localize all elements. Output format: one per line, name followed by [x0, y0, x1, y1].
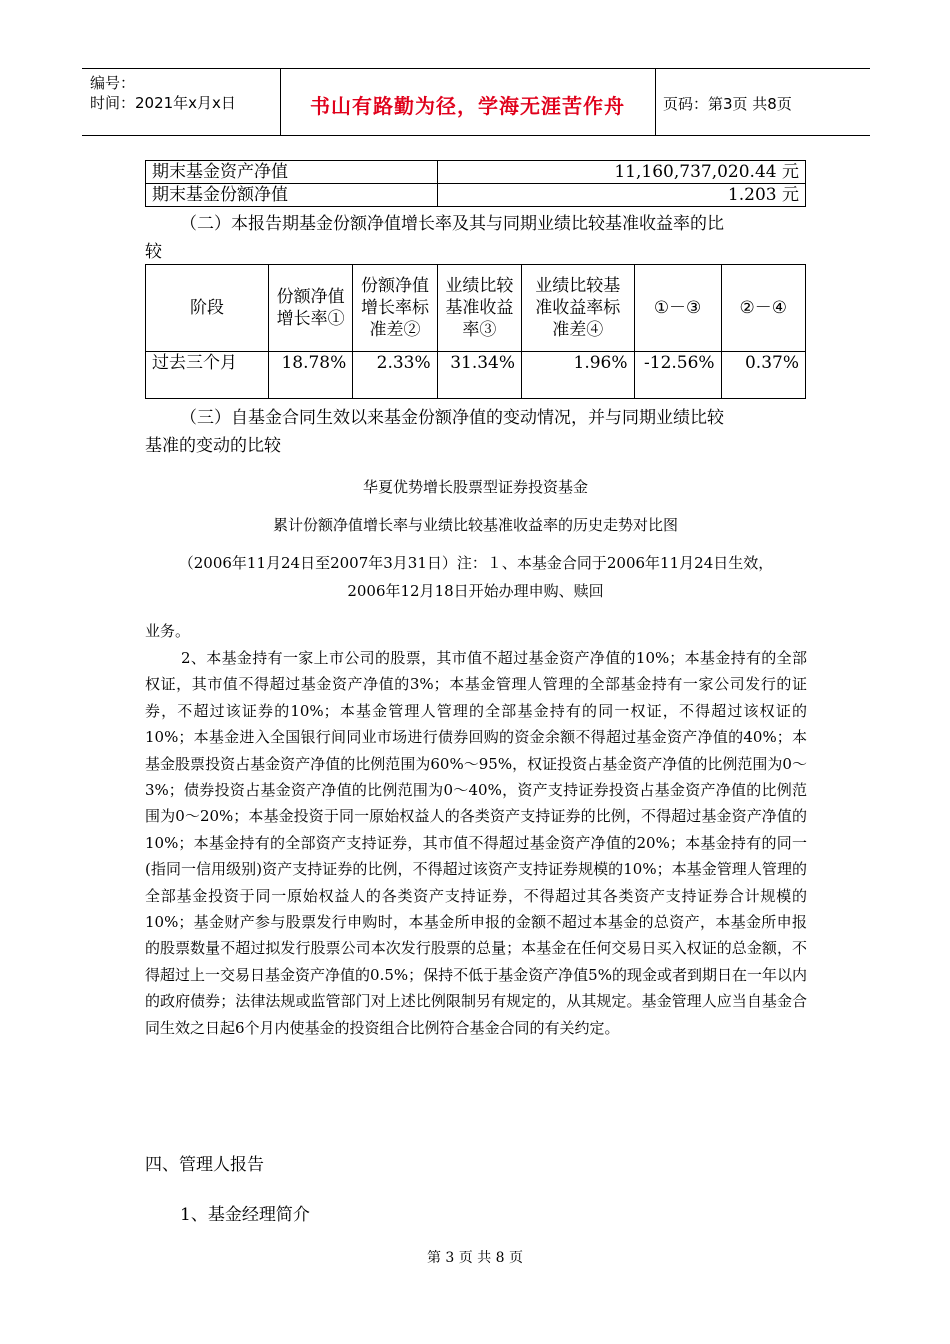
fund-name: 华夏优势增长股票型证券投资基金: [362, 478, 588, 496]
table-cell: 11,160,737,020.44 元: [438, 161, 806, 184]
table-cell: 1.203 元: [438, 184, 806, 207]
header-page-info: 页码：第3页 共8页: [663, 95, 792, 113]
col-header-diff2: ②－④: [721, 265, 805, 352]
period-note-cont: 2006年12月18日开始办理申购、赎回: [347, 582, 604, 600]
summary-table: [145, 160, 806, 207]
table-cell: 0.37%: [721, 352, 805, 399]
chart-title: 累计份额净值增长率与业绩比较基准收益率的历史走势对比图: [272, 516, 678, 534]
table-cell: 31.34%: [437, 352, 521, 399]
col-header-benchmark: 业绩比较基准收益率③: [437, 265, 521, 352]
page-footer: 第 3 页 共 8 页: [426, 1250, 524, 1266]
section2-heading-cont: 较: [145, 242, 162, 262]
section4-sub1: 1、基金经理简介: [180, 1205, 310, 1225]
header-id-label: 编号：: [90, 74, 136, 92]
table-cell: 过去三个月: [146, 352, 269, 399]
table-row: [146, 352, 806, 399]
header-date-label: 时间：2021年x月x日: [90, 94, 236, 112]
table-cell: 期末基金份额净值: [146, 184, 438, 207]
note-business: 业务。: [145, 622, 191, 640]
table-cell: -12.56%: [634, 352, 721, 399]
header-divider-right: [655, 68, 656, 135]
section3-heading-cont: 基准的变动的比较: [145, 436, 281, 456]
table-cell: 2.33%: [353, 352, 437, 399]
section3-heading: （三）自基金合同生效以来基金份额净值的变动情况，并与同期业绩比较: [180, 408, 724, 428]
table-row: [146, 161, 806, 184]
section2-heading: （二）本报告期基金份额净值增长率及其与同期业绩比较基准收益率的比: [180, 214, 724, 234]
table-cell: 期末基金资产净值: [146, 161, 438, 184]
header-bottom-rule: [82, 135, 870, 136]
performance-table: [145, 264, 806, 399]
header-motto: 书山有路勤为径，学海无涯苦作舟: [310, 94, 625, 118]
col-header-stage: 阶段: [146, 265, 269, 352]
col-header-benchmark-std: 业绩比较基准收益率标准差④: [522, 265, 635, 352]
table-cell: 18.78%: [268, 352, 352, 399]
table-header-row: [146, 265, 806, 352]
note-2: 2、本基金持有一家上市公司的股票，其市值不超过基金资产净值的10%；本基金持有的全部权证，其市值不得超过基金资产净值的3%；本基金管理人管理的全部基金持有一家公司发行的证券，不超过该证券的10%；本基金管理人管理的全部基金持有的同一权证，不得超过该权证的10%；本基金进入全国银行间同业市场进行债券回购的资金余额不得超过基金资产净值的40%；本基金股票投资占基金资产净值的比例范围为60%～95%，权证投资占基金资产净值的比例范围为0～3%；债券投资占基金资产净值的比例范围为0～40%，资产支持证券投资占基金资产净值的比例范围为0～20%；本基金投资于同一原始权益人的各类资产支持证券的比例，不得超过基金资产净值的10%；本基金持有的全部资产支持证券，其市值不得超过基金资产净值的20%；本基金持有的同一(指同一信用级别)资产支持证券的比例，不得超过该资产支持证券规模的10%；本基金管理人管理的全部基金投资于同一原始权益人的各类资产支持证券，不得超过其各类资产支持证券合计规模的10%；基金财产参与股票发行申购时，本基金所申报的金额不超过本基金的总资产，本基金所申报的股票数量不超过拟发行股票公司本次发行股票的总量；本基金在任何交易日买入权证的总金额，不得超过上一交易日基金资产净值的0.5%；保持不低于基金资产净值5%的现金或者到期日在一年以内的政府债券；法律法规或监管部门对上述比例限制另有规定的，从其规定。基金管理人应当自基金合同生效之日起6个月内使基金的投资组合比例符合基金合同的有关约定。: [145, 649, 807, 1037]
table-row: [146, 184, 806, 207]
header-top-rule: [82, 68, 870, 69]
col-header-nav-growth: 份额净值增长率①: [268, 265, 352, 352]
section4-heading: 四、管理人报告: [145, 1155, 264, 1175]
table-cell: 1.96%: [522, 352, 635, 399]
col-header-nav-std: 份额净值增长率标准差②: [353, 265, 437, 352]
period-note: （2006年11月24日至2007年3月31日）注：１、本基金合同于2006年11月24日生效，: [178, 554, 774, 572]
col-header-diff1: ①－③: [634, 265, 721, 352]
